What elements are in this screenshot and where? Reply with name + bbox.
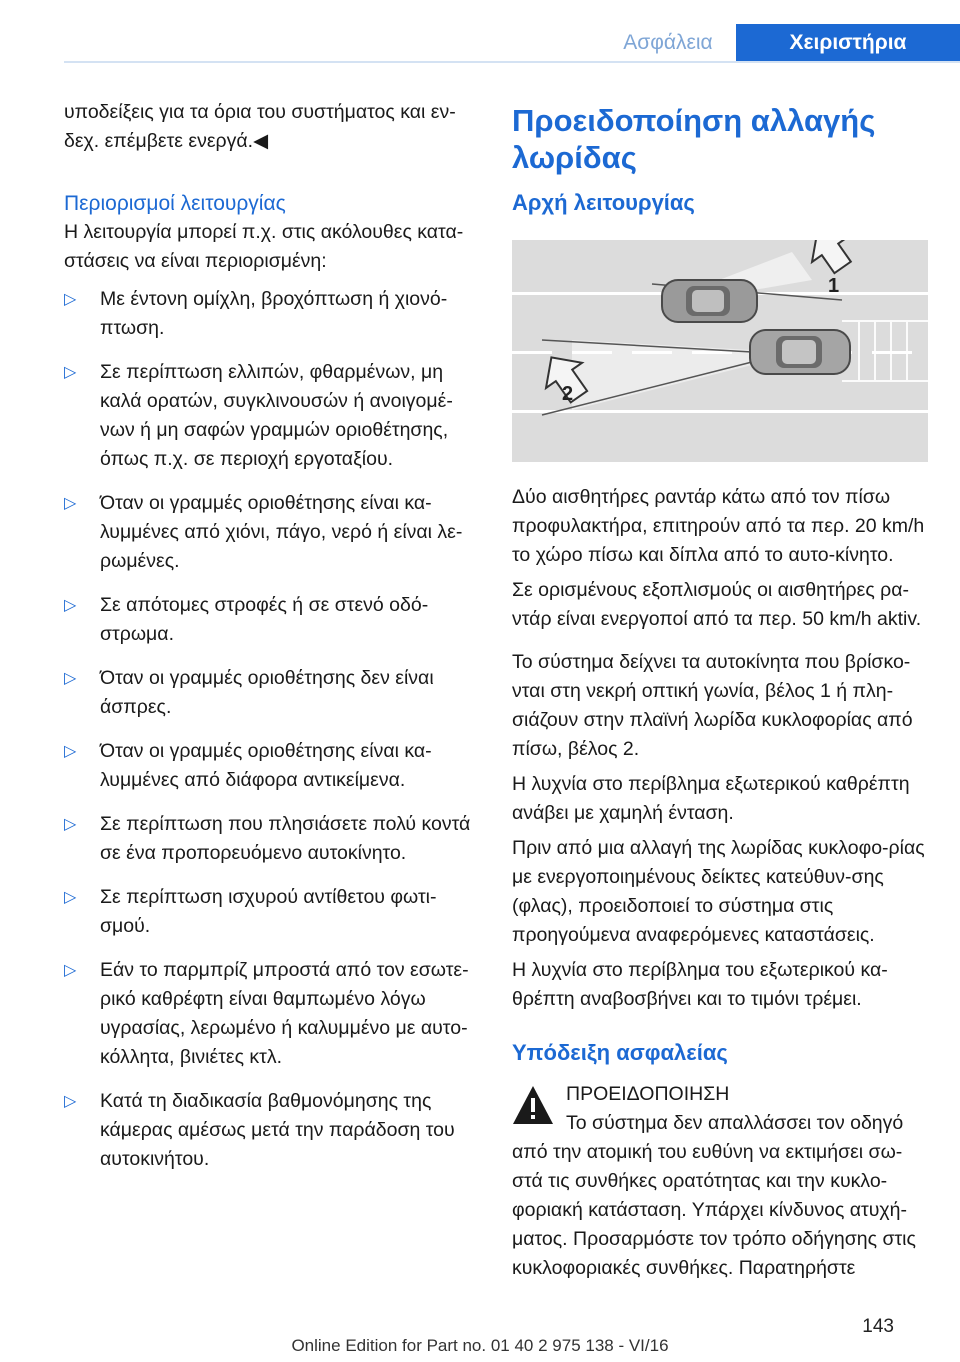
para-blind-spot: Το σύστημα δείχνει τα αυτοκίνητα που βρίσκο‐νται στη νεκρή οπτική γωνία, βέλος 1 ή πλη‐σιάζουν στην πλαϊνή λωρίδα κυκλοφορίας από πίσω, βέλος 2. <box>512 651 913 760</box>
list-item-text: Με έντονη ομίχλη, βροχόπτωση ή χιονό‐πτωση. <box>100 288 448 339</box>
bullet-arrow-icon: ▷ <box>64 291 77 308</box>
list-item-text: Όταν οι γραμμές οριοθέτησης είναι κα‐λυμμένες από χιόνι, πάγο, νερό ή είναι λε‐ρωμένες. <box>100 492 463 572</box>
page-title: Προειδοποίηση αλλαγής λωρίδας <box>512 103 876 175</box>
right-column <box>512 102 928 1283</box>
car-blind-spot <box>662 280 757 322</box>
list-item-text: Σε περίπτωση ελλιπών, φθαρμένων, μη καλά ορατών, συγκλινουσών ή ανοιγομέ‐νων ή μη σαφών γραμμών οριοθέτησης, όπως π.χ. σε περιοχή εργοταξίου. <box>100 361 453 470</box>
list-item-text: Όταν οι γραμμές οριοθέτησης είναι κα‐λυμμένες από διάφορα αντικείμενα. <box>100 740 432 791</box>
list-item <box>64 489 480 576</box>
bullet-arrow-icon: ▷ <box>64 1093 77 1110</box>
bullet-arrow-icon: ▷ <box>64 670 77 687</box>
lane-change-figure <box>512 240 928 462</box>
left-column <box>64 98 480 1189</box>
bullet-arrow-icon: ▷ <box>64 597 77 614</box>
car-own <box>750 330 850 374</box>
arrow-2-label: 2 <box>562 383 574 405</box>
list-item <box>64 1087 480 1174</box>
list-item <box>64 810 480 868</box>
list-item-text: Σε περίπτωση που πλησιάσετε πολύ κοντά σε ένα προπορευόμενο αυτοκίνητο. <box>100 813 471 864</box>
para-sensors-50: Σε ορισμένους εξοπλισμούς οι αισθητήρες ρα‐ντάρ είναι ενεργοποί από τα περ. 50 km/h aktiv. <box>512 579 922 630</box>
header-tabs <box>600 24 960 62</box>
list-item <box>64 285 480 343</box>
tab-safety[interactable]: Ασφάλεια <box>623 31 713 54</box>
warning-triangle-icon <box>512 1084 554 1126</box>
lane-line-bottom <box>512 410 928 413</box>
principle-heading: Αρχή λειτουργίας <box>512 190 695 215</box>
list-item-text: Εάν το παρμπρίζ μπροστά από τον εσωτε‐ρικό καθρέφτη είναι θαμπωμένο λόγω υγρασίας, λερωμένο ή καλυμμένο με αυτο‐κόλλητα, βινιέτες κτλ. <box>100 959 469 1068</box>
arrow-1-label: 1 <box>828 275 840 297</box>
bullet-arrow-icon: ▷ <box>64 816 77 833</box>
list-item <box>64 956 480 1072</box>
list-item-text: Σε απότομες στροφές ή σε στενό οδό‐στρωμα. <box>100 594 429 645</box>
intro-text: υποδείξεις για τα όρια του συστήματος και εν‐δεχ. επέμβετε ενεργά.◀ <box>64 101 456 152</box>
bullet-arrow-icon: ▷ <box>64 743 77 760</box>
bullet-arrow-icon: ▷ <box>64 889 77 906</box>
list-item <box>64 358 480 474</box>
list-item <box>64 737 480 795</box>
list-item <box>64 591 480 649</box>
page-number: 143 <box>862 1316 894 1337</box>
limits-heading: Περιορισμοί λειτουργίας <box>64 192 286 215</box>
warning-text: Το σύστημα δεν απαλλάσσει τον οδηγό από την ατομική του ευθύνη να εκτιμήσει σω‐στά τις συνθήκες ορατότητας και την κυκλο‐φοριακή κατάσταση. Υπάρχει κίνδυνος ατυχή‐ματος. Προσαρμόστε τον τρόπο οδήγησης στις κυκλοφοριακές συνθήκες. Παρατηρήστε <box>512 1112 916 1279</box>
bullet-arrow-icon: ▷ <box>64 962 77 979</box>
bullet-arrow-icon: ▷ <box>64 495 77 512</box>
para-lamp-flash: Η λυχνία στο περίβλημα του εξωτερικού κα‐θρέπτη αναβοσβήνει και το τιμόνι τρέμει. <box>512 959 888 1010</box>
list-item <box>64 883 480 941</box>
list-item-text: Όταν οι γραμμές οριοθέτησης δεν είναι άσπρες. <box>100 667 434 718</box>
list-item <box>64 664 480 722</box>
limits-intro: Η λειτουργία μπορεί π.χ. στις ακόλουθες κατα‐στάσεις να είναι περιορισμένη: <box>64 221 464 272</box>
list-item-text: Σε περίπτωση ισχυρού αντίθετου φωτι‐σμού. <box>100 886 437 937</box>
para-sensors: Δύο αισθητήρες ραντάρ κάτω από τον πίσω προφυλακτήρα, επιτηρούν από τα περ. 20 km/h το χώρο πίσω και δίπλα από το αυτο‐κίνητο. <box>512 486 925 566</box>
list-item-text: Κατά τη διαδικασία βαθμονόμησης της κάμερας αμέσως μετά την παράδοση του αυτοκινήτου. <box>100 1090 455 1170</box>
tab-controls[interactable]: Χειριστήρια <box>736 24 960 62</box>
footer-edition: Online Edition for Part no. 01 40 2 975 138 - VI/16 <box>291 1336 669 1355</box>
safety-heading: Υπόδειξη ασφαλείας <box>512 1040 728 1065</box>
limits-list <box>64 285 480 1174</box>
warning-block <box>512 1080 928 1283</box>
bullet-arrow-icon: ▷ <box>64 364 77 381</box>
para-warning-behaviour: Πριν από μια αλλαγή της λωρίδας κυκλοφο‐ρίας με ενεργοποιημένους δείκτες κατεύθυν‐σης (φλας), προειδοποιεί το σύστημα στις προηγούμενα αναφερόμενες καταστάσεις. <box>512 837 925 946</box>
warning-label: ΠΡΟΕΙΔΟΠΟΙΗΣΗ <box>566 1083 730 1105</box>
header-rule <box>64 61 960 63</box>
para-lamp-low: Η λυχνία στο περίβλημα εξωτερικού καθρέπτη ανάβει με χαμηλή ένταση. <box>512 773 910 824</box>
